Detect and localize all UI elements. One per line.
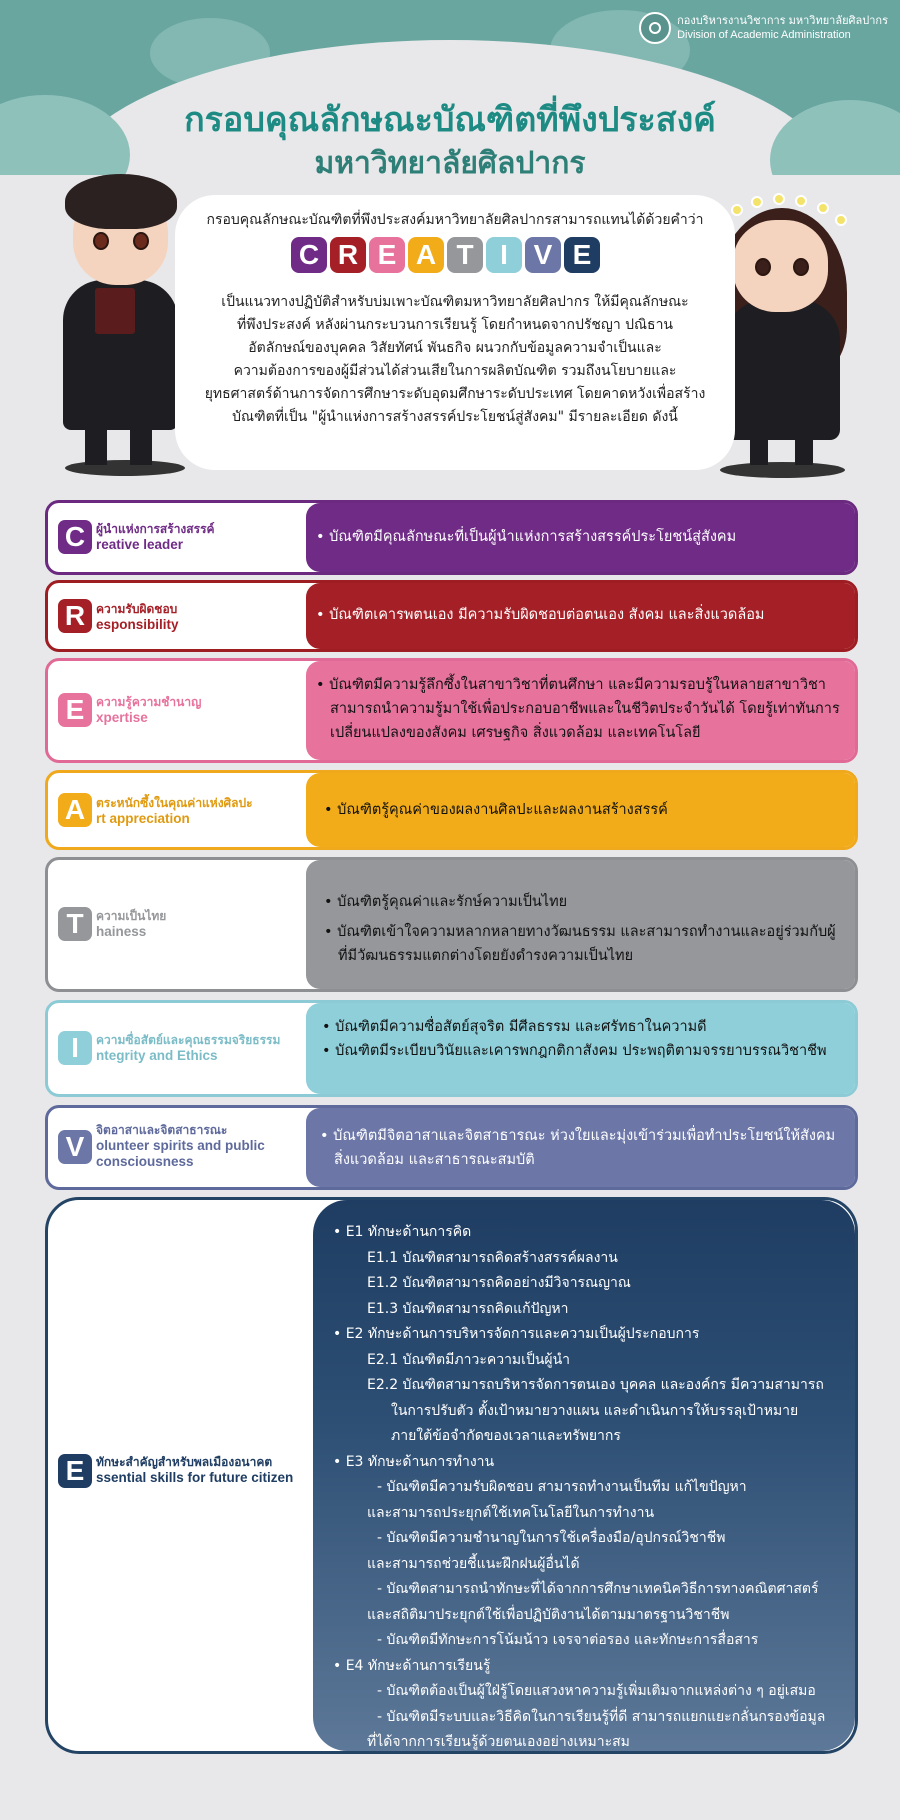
university-seal-icon [639,12,671,44]
attribute-label-en: ntegrity and Ethics [96,1048,218,1063]
creative-letter: T [447,237,483,273]
attribute-label-th: ความรู้ความชำนาญ [96,695,202,709]
org-name-en: Division of Academic Administration [677,29,851,41]
intro-panel [175,195,735,470]
attribute-label-th: จิตอาสาและจิตสาธารณะ [96,1123,228,1137]
attribute-label-th: ความเป็นไทย [96,909,167,923]
attribute-content [306,583,855,649]
letter-badge-i: I [58,1031,92,1065]
skill-line: - บัณฑิตมีความรับผิดชอบ สามารถทำงานเป็นทีม แก้ไขปัญหา [377,1479,747,1495]
creative-letter: E [564,237,600,273]
attribute-label-en: rt appreciation [96,811,190,826]
attribute-item: • บัณฑิตเข้าใจความหลากหลายทางวัฒนธรรม และสามารถทำงานและอยู่ร่วมกับผู้ที่มีวัฒนธรรมแตกต่างโดยยังดำรงความเป็นไทย [324,924,836,964]
skill-line: E2.1 บัณฑิตมีภาวะความเป็นผู้นำ [367,1351,571,1368]
letter-badge-t: T [58,907,92,941]
intro-lead-text: กรอบคุณลักษณะบัณฑิตที่พึงประสงค์มหาวิทยาลัยศิลปากรสามารถแทนได้ด้วยคำว่า [206,212,704,228]
attribute-content [306,773,855,847]
skill-line: - บัณฑิตมีทักษะการโน้มน้าว เจรจาต่อรอง และทักษะการสื่อสาร [377,1632,759,1648]
letter-badge-r: R [58,599,92,633]
intro-line: ยุทธศาสตร์ด้านการจัดการศึกษาระดับอุดมศึกษาระดับประเทศ โดยคาดหวังเพื่อสร้าง [204,386,706,402]
letter-badge-e: E [58,693,92,727]
skill-line: • E1 ทักษะด้านการคิด [333,1224,472,1240]
attribute-label-en: hainess [96,924,147,939]
intro-body [195,291,715,429]
org-logo [639,12,888,44]
attribute-label-th: ความซื่อสัตย์และคุณธรรมจริยธรรม [96,1033,281,1047]
attribute-label-en: reative leader [96,537,184,552]
skills-list [333,1220,845,1754]
letter-badge-a: A [58,793,92,827]
letter-badge-v: V [58,1130,92,1164]
creative-wordmark [291,237,600,273]
attribute-label-en: esponsibility [96,617,179,632]
intro-line: เป็นแนวทางปฏิบัติสำหรับบ่มเพาะบัณฑิตมหาวิทยาลัยศิลปากร ให้มีคุณลักษณะ [221,294,689,310]
skill-line: E1.1 บัณฑิตสามารถคิดสร้างสรรค์ผลงาน [367,1249,618,1266]
attribute-content [306,1108,855,1187]
attribute-row-e [45,658,858,763]
creative-letter: E [369,237,405,273]
letter-badge-c: C [58,520,92,554]
attribute-row-r [45,580,858,652]
page-subtitle: มหาวิทยาลัยศิลปากร [314,147,586,180]
creative-letter: V [525,237,561,273]
skill-line: E1.3 บัณฑิตสามารถคิดแก้ปัญหา [367,1300,569,1317]
skill-line: • E4 ทักษะด้านการเรียนรู้ [333,1657,491,1674]
attribute-row-a [45,770,858,850]
attribute-row-i [45,1000,858,1097]
attribute-item: • บัณฑิตรู้คุณค่าของผลงานศิลปะและผลงานสร้างสรรค์ [324,802,668,818]
intro-line: บัณฑิตที่เป็น "ผู้นำแห่งการสร้างสรรค์ประโยชน์สู่สังคม" มีรายละเอียด ดังนี้ [232,409,678,425]
intro-line: ความต้องการของผู้มีส่วนได้ส่วนเสียในการผลิตบัณฑิต รวมถึงนโยบายและ [233,363,677,379]
skill-line: • E3 ทักษะด้านการทำงาน [333,1453,495,1470]
attribute-label-en: ssential skills for future citizen [96,1470,294,1485]
attribute-item: • บัณฑิตมีจิตอาสาและจิตสาธารณะ ห่วงใยและมุ่งเข้าร่วมเพื่อทำประโยชน์ให้สังคม สิ่งแวดล้อม และสาธารณะสมบัติ [320,1128,836,1168]
skill-line: และสามารถช่วยชี้แนะฝึกฝนผู้อื่นได้ [367,1555,580,1572]
graduate-boy-illustration [45,170,195,480]
skill-line: ภายใต้ข้อจำกัดของเวลาและทรัพยากร [391,1428,621,1444]
attribute-item: • บัณฑิตมีความรู้ลึกซึ้งในสาขาวิชาที่ตนศึกษา และมีความรอบรู้ในหลายสาขาวิชา สามารถนำความรู้มาใช้เพื่อประกอบอาชีพและในชีวิตประจำวันได้ โดยรู้เท่าทันการเปลี่ยนแปลงของสังคม เศรษฐกิจ สิ่งแวดล้อม และเทคโนโลยี [316,677,840,741]
skill-line: และสามารถประยุกต์ใช้เทคโนโลยีในการทำงาน [367,1504,655,1521]
attribute-label-th: ทักษะสำคัญสำหรับพลเมืองอนาคต [96,1455,273,1469]
attribute-label-th: ตระหนักซึ้งในคุณค่าแห่งศิลปะ [96,796,253,810]
attribute-item: • บัณฑิตเคารพตนเอง มีความรับผิดชอบต่อตนเอง สังคม และสิ่งแวดล้อม [316,607,765,623]
letter-badge-e-skills: E [58,1454,92,1488]
intro-line: ที่พึงประสงค์ หลังผ่านกระบวนการเรียนรู้ โดยกำหนดจากปรัชญา ปณิธาน [236,317,674,333]
attribute-row-t [45,857,858,992]
attribute-item: • บัณฑิตมีระเบียบวินัยและเคารพกฎกติกาสังคม ประพฤติตามจรรยาบรรณวิชาชีพ [322,1043,827,1059]
attribute-content [306,1003,855,1094]
intro-line: อัตลักษณ์ของบุคคล วิสัยทัศน์ พันธกิจ ผนวกกับข้อมูลความจำเป็นและ [248,340,662,356]
creative-letter: C [291,237,327,273]
creative-letter: I [486,237,522,273]
skill-line: ในการปรับตัว ตั้งเป้าหมายวางแผน และดำเนินการให้บรรลุเป้าหมาย [391,1402,799,1419]
skill-line: - บัณฑิตสามารถนำทักษะที่ได้จากการศึกษาเทคนิควิธีการทางคณิตศาสตร์ [377,1581,819,1597]
attribute-label-en: olunteer spirits and public consciousness [96,1138,265,1169]
attribute-content [306,503,855,572]
attribute-content [306,860,855,989]
attribute-content [313,1200,855,1751]
page-title: กรอบคุณลักษณะบัณฑิตที่พึงประสงค์ [184,101,716,139]
skill-line: - บัณฑิตมีความชำนาญในการใช้เครื่องมือ/อุปกรณ์วิชาชีพ [377,1530,726,1546]
attribute-item: • บัณฑิตมีคุณลักษณะที่เป็นผู้นำแห่งการสร้างสรรค์ประโยชน์สู่สังคม [316,529,737,545]
skill-line: E2.2 บัณฑิตสามารถบริหารจัดการตนเอง บุคคล และองค์กร มีความสามารถ [367,1377,824,1393]
skill-line: • E2 ทักษะด้านการบริหารจัดการและความเป็นผู้ประกอบการ [333,1326,700,1342]
skill-line: ที่ได้จากการเรียนรู้ด้วยตนเองอย่างเหมาะสม [367,1734,630,1750]
attribute-label-th: ผู้นำแห่งการสร้างสรรค์ [96,522,215,536]
org-name-th: กองบริหารงานวิชาการ มหาวิทยาลัยศิลปากร [677,15,888,27]
skill-line: และสถิติมาประยุกต์ใช้เพื่อปฏิบัติงานได้ตามมาตรฐานวิชาชีพ [367,1606,730,1623]
creative-letter: R [330,237,366,273]
attribute-label-en: xpertise [96,710,148,725]
attribute-item: • บัณฑิตมีความซื่อสัตย์สุจริต มีศีลธรรม และศรัทธาในความดี [322,1019,707,1035]
attribute-row-essential-skills [45,1197,858,1754]
skill-line: - บัณฑิตมีระบบและวิธีคิดในการเรียนรู้ที่ดี สามารถแยกแยะกลั่นกรองข้อมูล [377,1708,826,1725]
attribute-item: • บัณฑิตรู้คุณค่าและรักษ์ความเป็นไทย [324,894,568,910]
creative-letter: A [408,237,444,273]
attribute-label-th: ความรับผิดชอบ [96,602,178,616]
skill-line: - บัณฑิตต้องเป็นผู้ใฝ่รู้โดยแสวงหาความรู้เพิ่มเติมจากแหล่งต่าง ๆ อยู่เสมอ [377,1683,816,1699]
attribute-content [306,661,855,760]
attribute-row-v [45,1105,858,1190]
skill-line: E1.2 บัณฑิตสามารถคิดอย่างมีวิจารณญาณ [367,1275,631,1291]
attribute-row-c [45,500,858,575]
